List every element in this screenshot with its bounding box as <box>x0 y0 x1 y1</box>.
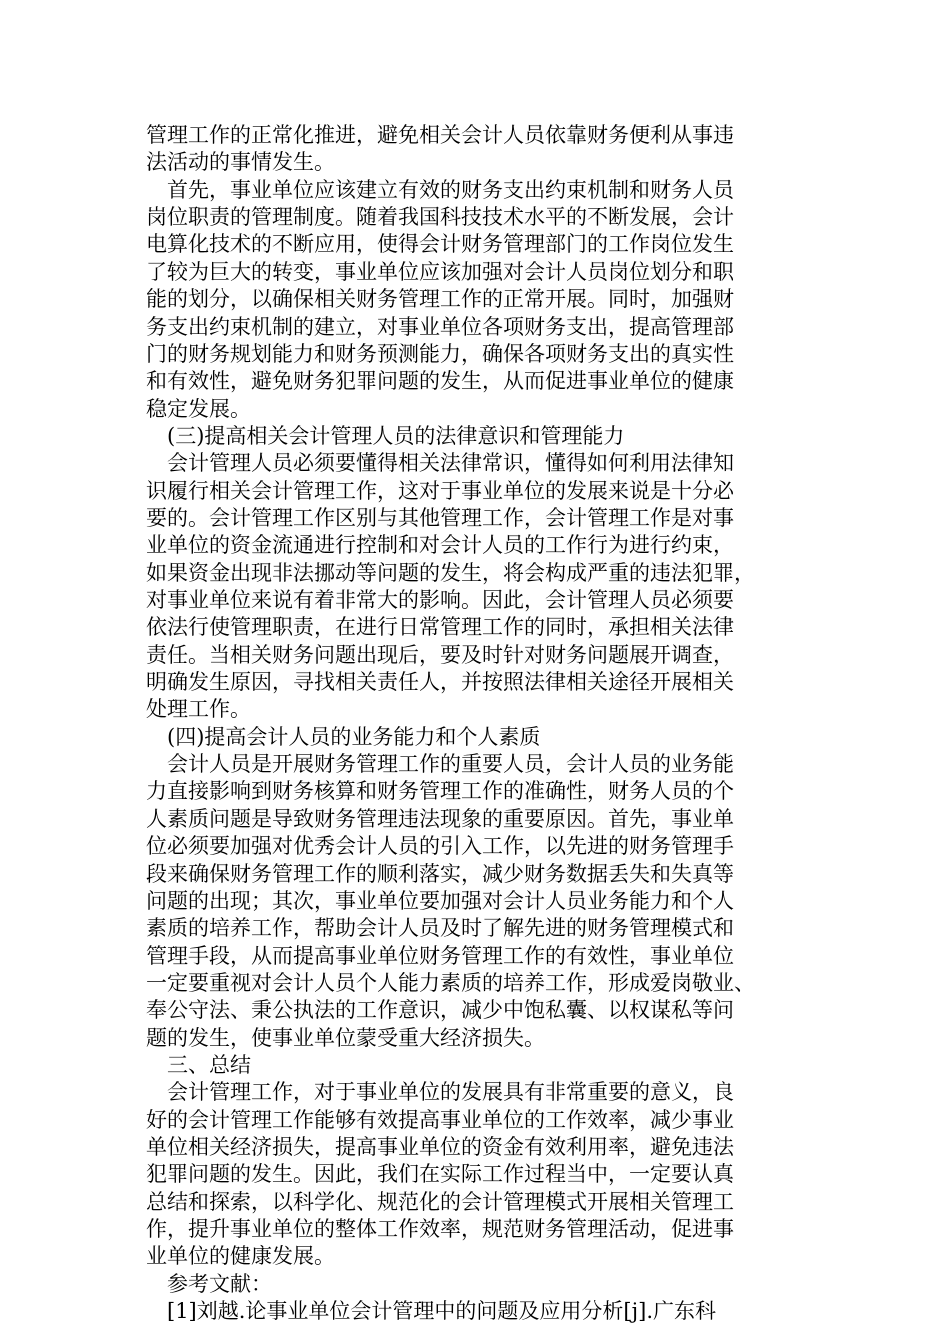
text-line: 依法行使管理职责，在进行日常管理工作的同时，承担相关法律 <box>146 615 734 640</box>
text-line: 犯罪问题的发生。因此，我们在实际工作过程当中，一定要认真 <box>146 1162 734 1187</box>
text-line: 稳定发展。 <box>146 396 251 421</box>
text-line: 好的会计管理工作能够有效提高事业单位的工作效率，减少事业 <box>146 1107 734 1132</box>
text-line: 能的划分，以确保相关财务管理工作的正常开展。同时，加强财 <box>146 287 734 312</box>
text-line: 三、总结 <box>167 1052 251 1077</box>
text-line: 会计管理人员必须要懂得相关法律常识，懂得如何利用法律知 <box>167 451 734 476</box>
text-line: 管理手段，从而提高事业单位财务管理工作的有效性，事业单位 <box>146 943 734 968</box>
text-line: 总结和探索，以科学化、规范化的会计管理模式开展相关管理工 <box>146 1189 734 1214</box>
text-line: 要的。会计管理工作区别与其他管理工作，会计管理工作是对事 <box>146 505 734 530</box>
text-line: 会计人员是开展财务管理工作的重要人员，会计人员的业务能 <box>167 752 734 777</box>
text-line: 人素质问题是导致财务管理违法现象的重要原因。首先，事业单 <box>146 806 734 831</box>
text-line: 管理工作的正常化推进，避免相关会计人员依靠财务便利从事违 <box>146 123 734 147</box>
text-line: 业单位的资金流通进行控制和对会计人员的工作行为进行约束， <box>146 533 734 558</box>
text-line: [1]刘越.论事业单位会计管理中的问题及应用分析[j].广东科 <box>167 1299 716 1323</box>
text-line: 识履行相关会计管理工作，这对于事业单位的发展来说是十分必 <box>146 478 734 503</box>
text-line: 一定要重视对会计人员个人能力素质的培养工作，形成爱岗敬业、 <box>146 970 755 995</box>
text-line: 力直接影响到财务核算和财务管理工作的准确性，财务人员的个 <box>146 779 734 804</box>
text-line: 参考文献： <box>167 1271 272 1296</box>
text-line: 门的财务规划能力和财务预测能力，确保各项财务支出的真实性 <box>146 341 734 366</box>
text-line: 位必须要加强对优秀会计人员的引入工作，以先进的财务管理手 <box>146 834 734 859</box>
text-line: 素质的培养工作，帮助会计人员及时了解先进的财务管理模式和 <box>146 916 734 941</box>
text-line: 问题的出现；其次，事业单位要加强对会计人员业务能力和个人 <box>146 888 734 913</box>
text-line: 段来确保财务管理工作的顺利落实，减少财务数据丢失和失真等 <box>146 861 734 886</box>
text-line: (四)提高会计人员的业务能力和个人素质 <box>167 724 541 749</box>
text-line: 单位相关经济损失，提高事业单位的资金有效利用率，避免违法 <box>146 1135 734 1159</box>
text-line: 会计管理工作，对于事业单位的发展具有非常重要的意义，良 <box>167 1080 734 1105</box>
text-line: 首先，事业单位应该建立有效的财务支出约束机制和财务人员 <box>167 177 734 202</box>
text-line: 责任。当相关财务问题出现后，要及时针对财务问题展开调查， <box>146 642 734 667</box>
text-line: 了较为巨大的转变，事业单位应该加强对会计人员岗位划分和职 <box>146 259 734 284</box>
text-line: 对事业单位来说有着非常大的影响。因此，会计管理人员必须要 <box>146 588 734 612</box>
text-line: 作，提升事业单位的整体工作效率，规范财务管理活动，促进事 <box>146 1217 734 1241</box>
text-line: 如果资金出现非法挪动等问题的发生，将会构成严重的违法犯罪， <box>146 560 755 585</box>
text-line: 明确发生原因，寻找相关责任人，并按照法律相关途径开展相关 <box>146 670 734 694</box>
text-line: 业单位的健康发展。 <box>146 1244 335 1269</box>
text-line: 题的发生，使事业单位蒙受重大经济损失。 <box>146 1025 545 1050</box>
text-line: 处理工作。 <box>146 697 251 722</box>
text-line: 岗位职责的管理制度。随着我国科技技术水平的不断发展，会计 <box>146 205 734 230</box>
text-line: 电算化技术的不断应用，使得会计财务管理部门的工作岗位发生 <box>146 232 734 257</box>
text-line: 务支出约束机制的建立，对事业单位各项财务支出，提高管理部 <box>146 314 734 339</box>
text-line: 奉公守法、秉公执法的工作意识，减少中饱私囊、以权谋私等问 <box>146 998 734 1023</box>
text-line: (三)提高相关会计管理人员的法律意识和管理能力 <box>167 423 625 448</box>
text-line: 法活动的事情发生。 <box>146 150 335 175</box>
text-line: 和有效性，避免财务犯罪问题的发生，从而促进事业单位的健康 <box>146 369 734 394</box>
